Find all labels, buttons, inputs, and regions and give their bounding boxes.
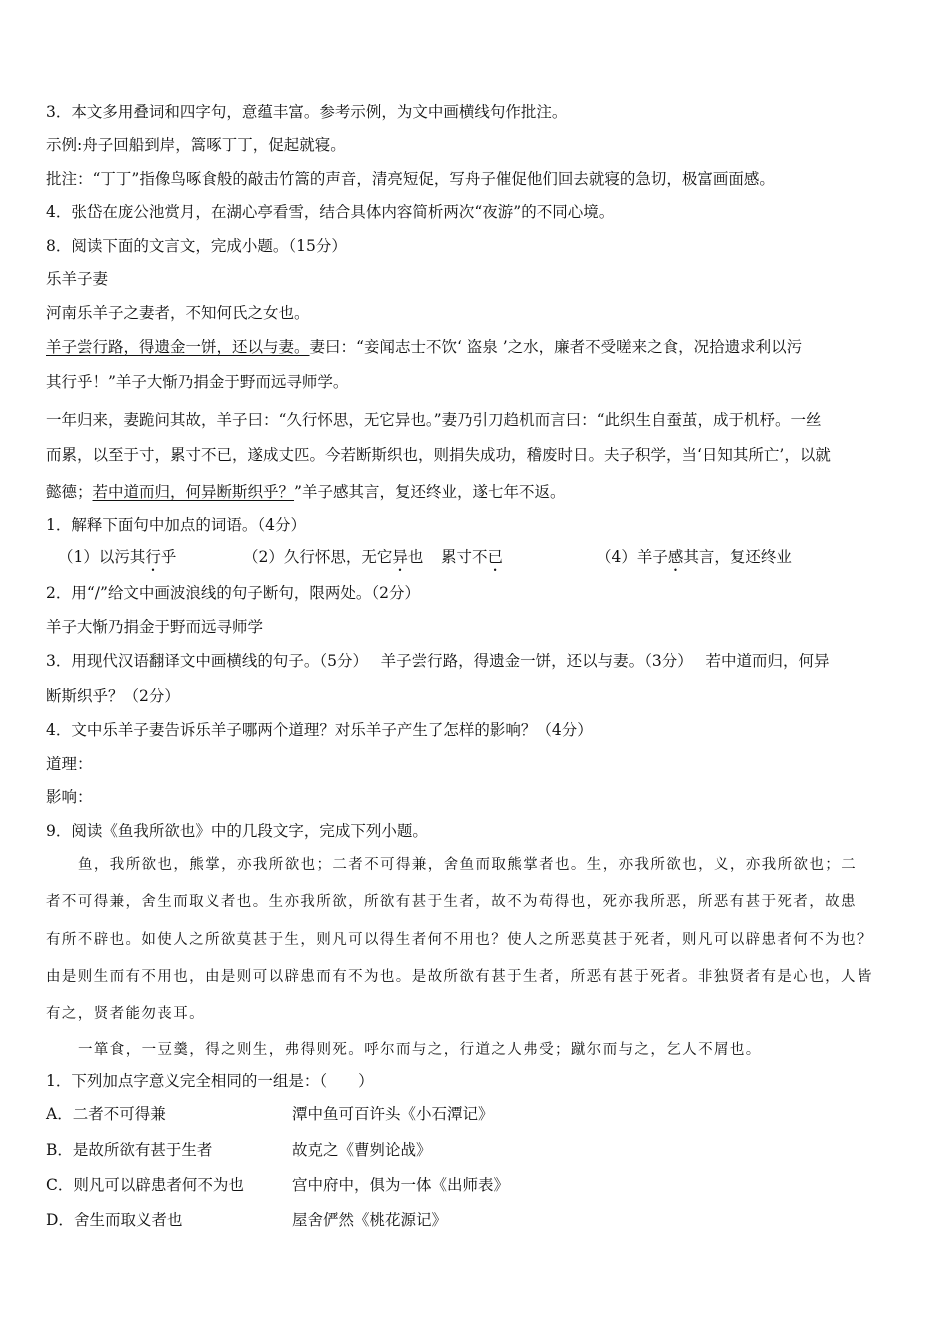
classical-passage-line-1: 鱼，我所欲也，熊掌，亦我所欲也；二者不可得兼，舍鱼而取熊掌者也。生，亦我所欲也，义，亦我所欲也；二: [78, 857, 858, 873]
dotted-word: 行: [145, 548, 161, 566]
sub1-item-1: [58, 546, 176, 575]
passage-paragraph-1: 河南乐羊子之妻者，不知何氏之女也。: [46, 304, 310, 322]
paragraph-2-text: 妻曰：“妾闻志士不饮‘ 盗泉 ’之水，廉者不受嗟来之食，况拾遗求利以污: [309, 338, 803, 356]
passage-paragraph-3-line-1: 一年归来，妻跪问其故，羊子曰：“久行怀思，无它异也。”妻乃引刀趋机而言曰：“此织生自蚕茧，成于机杼。一丝: [46, 411, 822, 429]
passage-title: 乐羊子妻: [46, 270, 109, 288]
q8-heading: 8．阅读下面的文言文，完成小题。（15分）: [46, 237, 347, 255]
q9-heading: 9．阅读《鱼我所欲也》中的几段文字，完成下列小题。: [46, 822, 428, 840]
option-left-text: 则凡可以辟患者何不为也: [73, 1176, 244, 1194]
sub1-item-3: [441, 546, 503, 575]
option-left-text: 是故所欲有甚于生者: [72, 1141, 213, 1159]
text-segment: （2）久行怀思，无它: [243, 548, 393, 566]
underlined-sentence-1: 羊子尝行路，得遗金一饼，还以与妻。: [46, 338, 310, 356]
annotation-line: 批注：“丁丁”指像鸟啄食般的敲击竹篙的声音，清亮短促，写舟子催促他们回去就寝的急切，极富画面感。: [46, 170, 775, 188]
q4-prompt: 4．张岱在庞公池赏月，在湖心亭看雪，结合具体内容简析两次“夜游”的不同心境。: [46, 203, 615, 221]
text-segment: 也: [407, 548, 424, 566]
passage-paragraph-2-line-2: [46, 371, 348, 393]
reason-label: 道理：: [46, 755, 93, 773]
text-segment: （1）以污其: [58, 548, 146, 566]
q9-sub1-prompt: 1．下列加点字意义完全相同的一组是：（ ）: [46, 1072, 374, 1090]
sub2-sentence: 羊子大惭乃捐金于野而远寻师学: [46, 618, 264, 636]
option-a: [46, 1103, 166, 1125]
text-segment: （4）羊子: [596, 548, 668, 566]
option-label: A．: [46, 1105, 73, 1123]
option-left-text: 二者不可得兼: [72, 1105, 166, 1123]
option-label: D．: [46, 1211, 74, 1229]
option-b: [46, 1139, 212, 1161]
text-segment: 累寸不: [441, 548, 488, 566]
option-c-right: 宫中府中，俱为一体《出师表》: [292, 1176, 510, 1194]
option-label: C．: [46, 1176, 74, 1194]
option-left-text: 舍生而取义者也: [73, 1211, 183, 1229]
text-segment: 懿德；: [46, 483, 93, 501]
q3-prompt: 3．本文多用叠词和四字句，意蕴丰富。参考示例，为文中画横线句作批注。: [46, 103, 568, 121]
example-line: 示例:舟子回船到岸，篙啄丁丁，促起就寝。: [46, 136, 346, 154]
q8-sub3-prompt-line-2: 断斯织乎？（2分）: [46, 687, 180, 705]
underlined-sentence-2: 若中道而归，何异断斯织乎？: [92, 483, 295, 501]
text-segment: 其言，复还终业: [683, 548, 792, 566]
dotted-word: 感: [667, 548, 684, 566]
classical-passage-line-2: 者不可得兼，舍生而取义者也。生亦我所欲，所欲有甚于生者，故不为苟得也，死亦我所恶，所恶有甚于死者，故患: [46, 894, 857, 910]
sub1-item-2: [243, 546, 423, 575]
option-label: B．: [46, 1141, 73, 1159]
q8-sub1-prompt: 1．解释下面句中加点的词语。（4分）: [46, 516, 306, 534]
option-a-right: 潭中鱼可百许头《小石潭记》: [292, 1105, 494, 1123]
text-segment: 乎: [160, 548, 177, 566]
classical-passage-paragraph-2: 一箪食，一豆羹，得之则生，弗得则死。呼尔而与之，行道之人弗受；蹴尔而与之，乞人不屑也。: [78, 1042, 762, 1058]
q8-sub3-prompt: 3．用现代汉语翻译文中画横线的句子。（5分） 羊子尝行路，得遗金一饼，还以与妻。（3分） 若中道而归，何异: [46, 652, 830, 670]
dotted-word: 异: [392, 548, 408, 566]
classical-passage-line-3: 有所不辟也。如使人之所欲莫甚于生，则凡可以得生者何不用也？使人之所恶莫甚于死者，则凡可以辟患者何不为也？: [46, 932, 873, 948]
passage-paragraph-3-line-3: [46, 481, 565, 503]
classical-passage-line-5: 有之，贤者能勿丧耳。: [46, 1006, 205, 1022]
classical-passage-line-4: 由是则生而有不用也，由是则可以辟患而有不为也。是故所欲有甚于生者，所恶有甚于死者。非独贤者有是心也，人皆: [46, 969, 873, 985]
q8-sub4-prompt: 4．文中乐羊子妻告诉乐羊子哪两个道理？对乐羊子产生了怎样的影响？（4分）: [46, 721, 593, 739]
sub1-item-4: [596, 546, 792, 575]
wavy-sentence-line: 其行乎！”羊子大惭乃捐金于野而远寻师学。: [46, 373, 349, 391]
passage-paragraph-3-line-2: 而累，以至于寸，累寸不已，遂成丈匹。今若断斯织也，则捐失成功，稽废时日。夫子积学，当‘日知其所亡’，以就: [46, 446, 831, 464]
option-d-right: 屋舍俨然《桃花源记》: [292, 1211, 448, 1229]
option-b-right: 故克之《曹刿论战》: [292, 1141, 432, 1159]
passage-paragraph-2: [46, 336, 802, 358]
effect-label: 影响：: [46, 788, 93, 806]
option-c: [46, 1174, 244, 1196]
text-segment: ”羊子感其言，复还终业，遂七年不返。: [294, 483, 566, 501]
q8-sub2-prompt: 2．用“/”给文中画波浪线的句子断句，限两处。（2分）: [46, 584, 421, 602]
option-d: [46, 1209, 182, 1231]
dotted-word: 已: [487, 548, 504, 566]
